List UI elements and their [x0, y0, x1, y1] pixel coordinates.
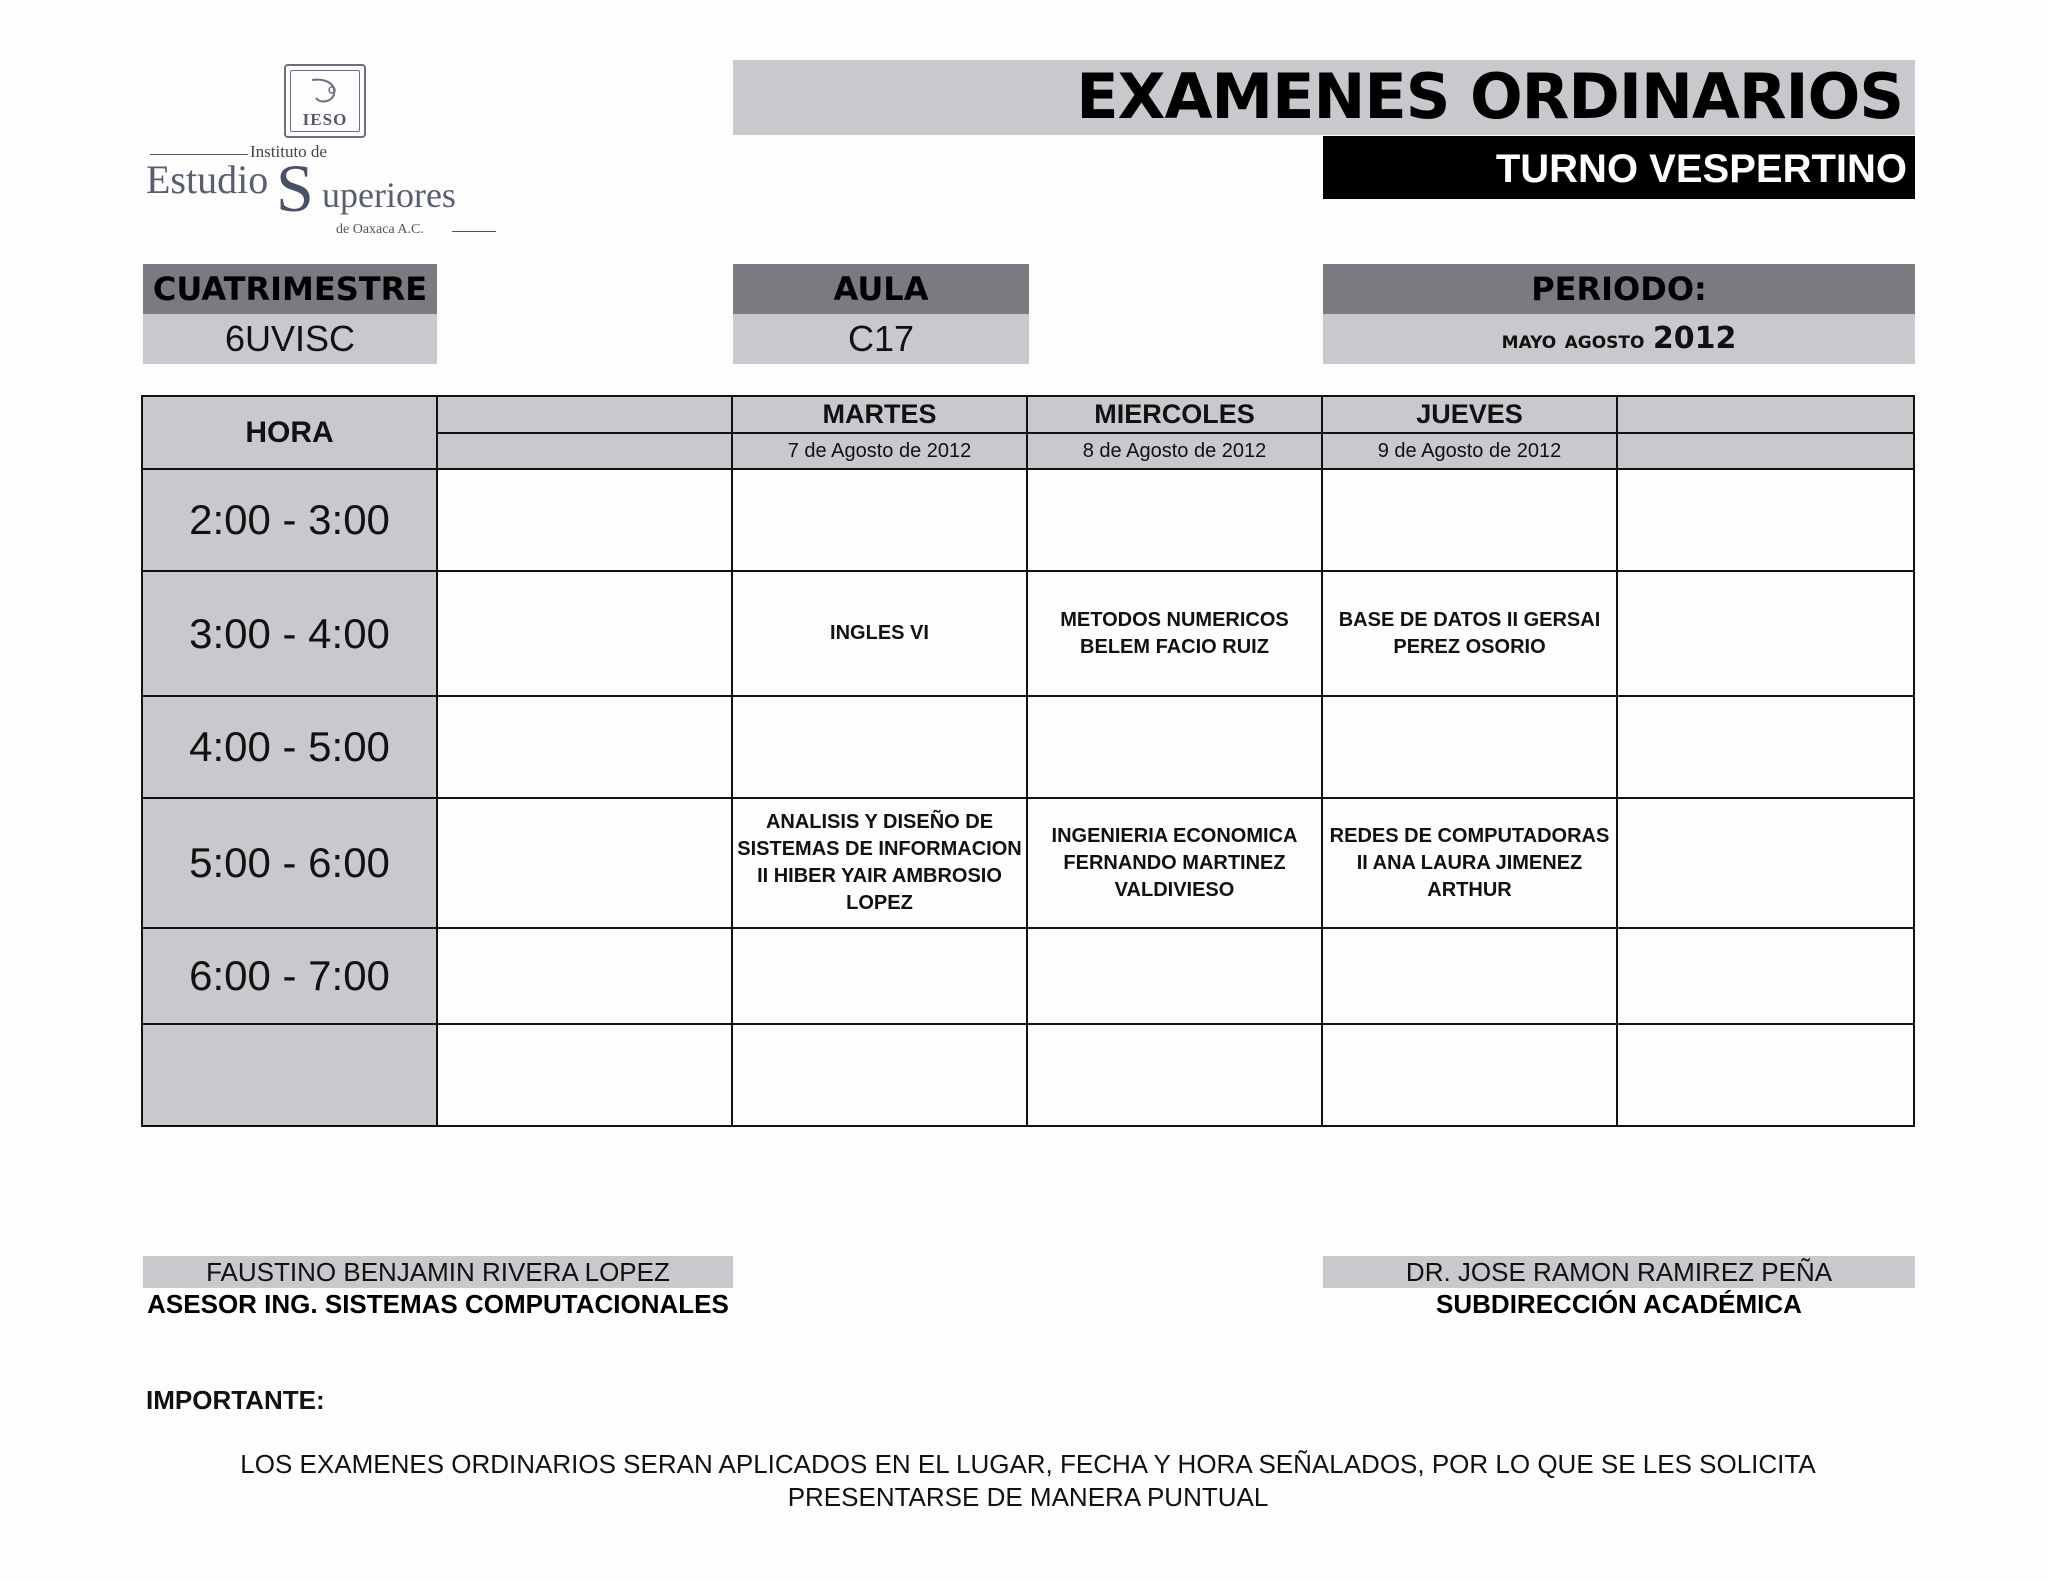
note-line-1: LOS EXAMENES ORDINARIOS SERAN APLICADOS EN EL LUGAR, FECHA Y HORA SEÑALADOS, POR LO QUE SE LES SOLICITA [240, 1449, 1816, 1479]
logo-seal [284, 64, 366, 138]
logo-estudios-text: Estudio [146, 157, 269, 202]
signature-left-title: ASESOR ING. SISTEMAS COMPUTACIONALES [147, 1289, 729, 1319]
day-header-miercoles: MIERCOLES [1028, 397, 1323, 434]
schedule-cell [1323, 929, 1618, 1025]
schedule-cell [733, 1025, 1028, 1125]
day-header-martes: MARTES [733, 397, 1028, 434]
hora-cell: 4:00 - 5:00 [143, 697, 438, 799]
schedule-cell [1323, 697, 1618, 799]
day-header-jueves: JUEVES [1323, 397, 1618, 434]
exam-base-de-datos-ii: BASE DE DATOS II GERSAI PEREZ OSORIO [1323, 572, 1618, 697]
date-header-jueves: 9 de Agosto de 2012 [1323, 434, 1618, 470]
importante-note [141, 1448, 1915, 1514]
exam-schedule-table [141, 395, 1915, 1127]
exam-redes-de-computadoras-ii: REDES DE COMPUTADORAS II ANA LAURA JIMENEZ ARTHUR [1323, 799, 1618, 929]
hora-cell: 5:00 - 6:00 [143, 799, 438, 929]
periodo-label: PERIODO: [1323, 264, 1915, 314]
schedule-cell [1028, 697, 1323, 799]
title-banner [733, 60, 1915, 135]
logo-superiores-text: uperiores [322, 175, 456, 215]
importante-label: IMPORTANTE: [146, 1385, 325, 1415]
hora-header: HORA [143, 397, 438, 470]
date-header-miercoles: 8 de Agosto de 2012 [1028, 434, 1323, 470]
schedule-cell [1618, 697, 1913, 799]
signature-right-name: DR. JOSE RAMON RAMIREZ PEÑA [1323, 1256, 1915, 1288]
signature-left-name: FAUSTINO BENJAMIN RIVERA LOPEZ [143, 1256, 733, 1288]
hora-cell [143, 1025, 438, 1125]
schedule-cell [1028, 1025, 1323, 1125]
hora-cell: 2:00 - 3:00 [143, 470, 438, 572]
schedule-cell [1618, 470, 1913, 572]
schedule-cell [1618, 1025, 1913, 1125]
logo-big-s: S [276, 150, 314, 226]
schedule-cell [1028, 929, 1323, 1025]
schedule-cell [438, 1025, 733, 1125]
periodo-months: mayo agosto [1501, 326, 1645, 354]
schedule-cell [1618, 572, 1913, 697]
schedule-cell [438, 799, 733, 929]
date-header [1618, 434, 1913, 470]
cuatrimestre-label: CUATRIMESTRE [143, 264, 437, 314]
logo-seal-text: IESO [302, 110, 348, 129]
aula-label: AULA [733, 264, 1029, 314]
periodo-value [1323, 314, 1915, 364]
page-title: EXAMENES ORDINARIOS [1076, 60, 1903, 133]
schedule-cell [733, 470, 1028, 572]
day-header [1618, 397, 1913, 434]
schedule-cell [438, 929, 733, 1025]
schedule-cell [733, 697, 1028, 799]
exam-analisis-diseno-sistemas: ANALISIS Y DISEÑO DE SISTEMAS DE INFORMACION II HIBER YAIR AMBROSIO LOPEZ [733, 799, 1028, 929]
exam-ingenieria-economica: INGENIERIA ECONOMICA FERNANDO MARTINEZ VALDIVIESO [1028, 799, 1323, 929]
date-header [438, 434, 733, 470]
exam-metodos-numericos: METODOS NUMERICOS BELEM FACIO RUIZ [1028, 572, 1323, 697]
schedule-cell [1028, 470, 1323, 572]
schedule-cell [438, 697, 733, 799]
schedule-cell [1618, 799, 1913, 929]
institution-logo [146, 62, 496, 242]
schedule-cell [733, 929, 1028, 1025]
schedule-cell [438, 470, 733, 572]
hora-cell: 6:00 - 7:00 [143, 929, 438, 1025]
signature-right-title: SUBDIRECCIÓN ACADÉMICA [1436, 1289, 1802, 1319]
schedule-cell [438, 572, 733, 697]
schedule-cell [1618, 929, 1913, 1025]
exam-ingles-vi: INGLES VI [733, 572, 1028, 697]
cuatrimestre-value: 6UVISC [143, 314, 437, 364]
aula-value: C17 [733, 314, 1029, 364]
schedule-cell [1323, 1025, 1618, 1125]
hora-cell: 3:00 - 4:00 [143, 572, 438, 697]
logo-oaxaca-text: de Oaxaca A.C. [336, 222, 424, 237]
day-header [438, 397, 733, 434]
date-header-martes: 7 de Agosto de 2012 [733, 434, 1028, 470]
logo-instituto-text: Instituto de [250, 142, 327, 161]
note-line-2: PRESENTARSE DE MANERA PUNTUAL [787, 1482, 1269, 1512]
turno-banner [1323, 136, 1915, 199]
logo-emblem-icon [306, 76, 342, 110]
periodo-year: 2012 [1652, 321, 1737, 356]
turno-label: TURNO VESPERTINO [1495, 147, 1907, 191]
schedule-cell [1323, 470, 1618, 572]
